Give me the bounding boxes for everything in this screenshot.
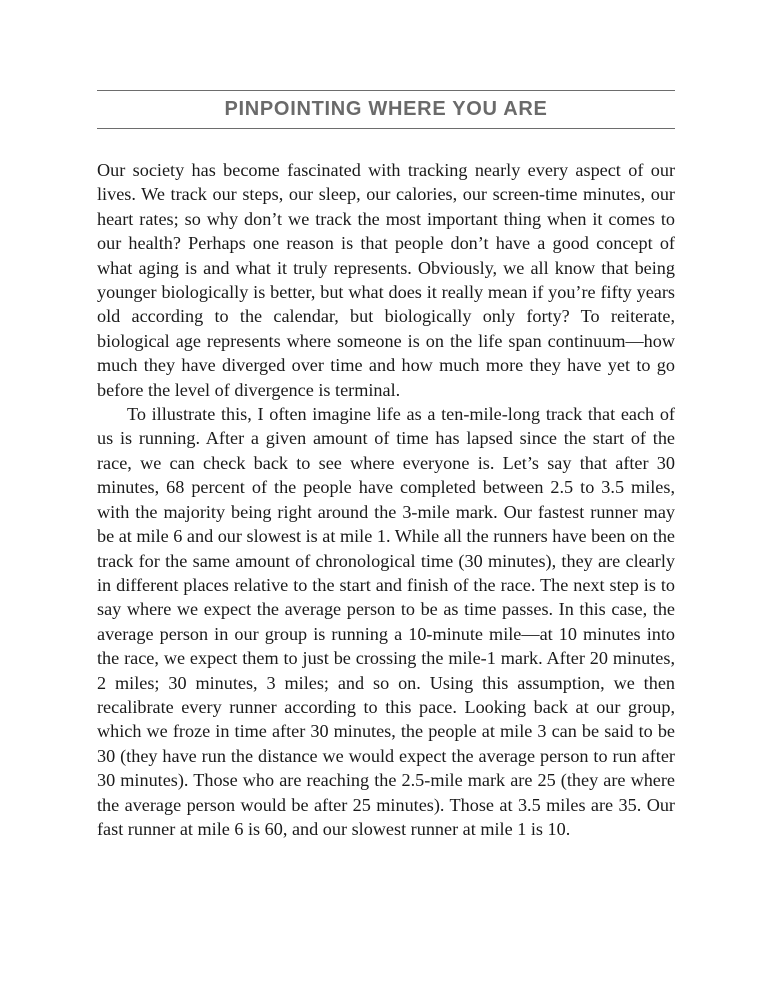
section-title: PINPOINTING WHERE YOU ARE — [224, 98, 548, 120]
heading-bottom-rule — [97, 128, 675, 129]
heading-top-rule — [97, 90, 675, 91]
section-heading-block — [97, 90, 675, 130]
body-text — [97, 158, 675, 841]
paragraph-1: Our society has become fascinated with tracking nearly every aspect of our lives. We track our steps, our sleep, our calories, our screen-time minutes, our heart rates; so why don’t we track the most important thing when it comes to our health? Perhaps one reason is that people don’t have a good concept of what aging is and what it truly represents. Obviously, we all know that being younger biologically is better, but what does it really mean if you’re fifty years old according to the calendar, but biologically only forty? To reiterate, biological age represents where someone is on the life span continuum—how much they have diverged over time and how much more they have yet to go before the level of divergence is terminal. — [97, 160, 675, 400]
paragraph-2: To illustrate this, I often imagine life as a ten-mile-long track that each of us is running. After a given amount of time has lapsed since the start of the race, we can check back to see where everyone is. Let’s say that after 30 minutes, 68 percent of the people have completed between 2.5 to 3.5 miles, with the majority being right around the 3-mile mark. Our fastest runner may be at mile 6 and our slowest is at mile 1. While all the runners have been on the track for the same amount of chronological time (30 minutes), they are clearly in different places relative to the start and finish of the race. The next step is to say where we expect the average person to be as time passes. In this case, the average person in our group is running a 10-minute mile—at 10 minutes into the race, we expect them to just be crossing the mile-1 mark. After 20 minutes, 2 miles; 30 minutes, 3 miles; and so on. Using this assumption, we then recalibrate every runner according to this pace. Looking back at our group, which we froze in time after 30 minutes, the people at mile 3 can be said to be 30 (they have run the distance we would expect the average person to run after 30 minutes). Those who are reaching the 2.5-mile mark are 25 (they are where the average person would be after 25 minutes). Those at 3.5 miles are 35. Our fast runner at mile 6 is 60, and our slowest runner at mile 1 is 10. — [97, 404, 675, 839]
